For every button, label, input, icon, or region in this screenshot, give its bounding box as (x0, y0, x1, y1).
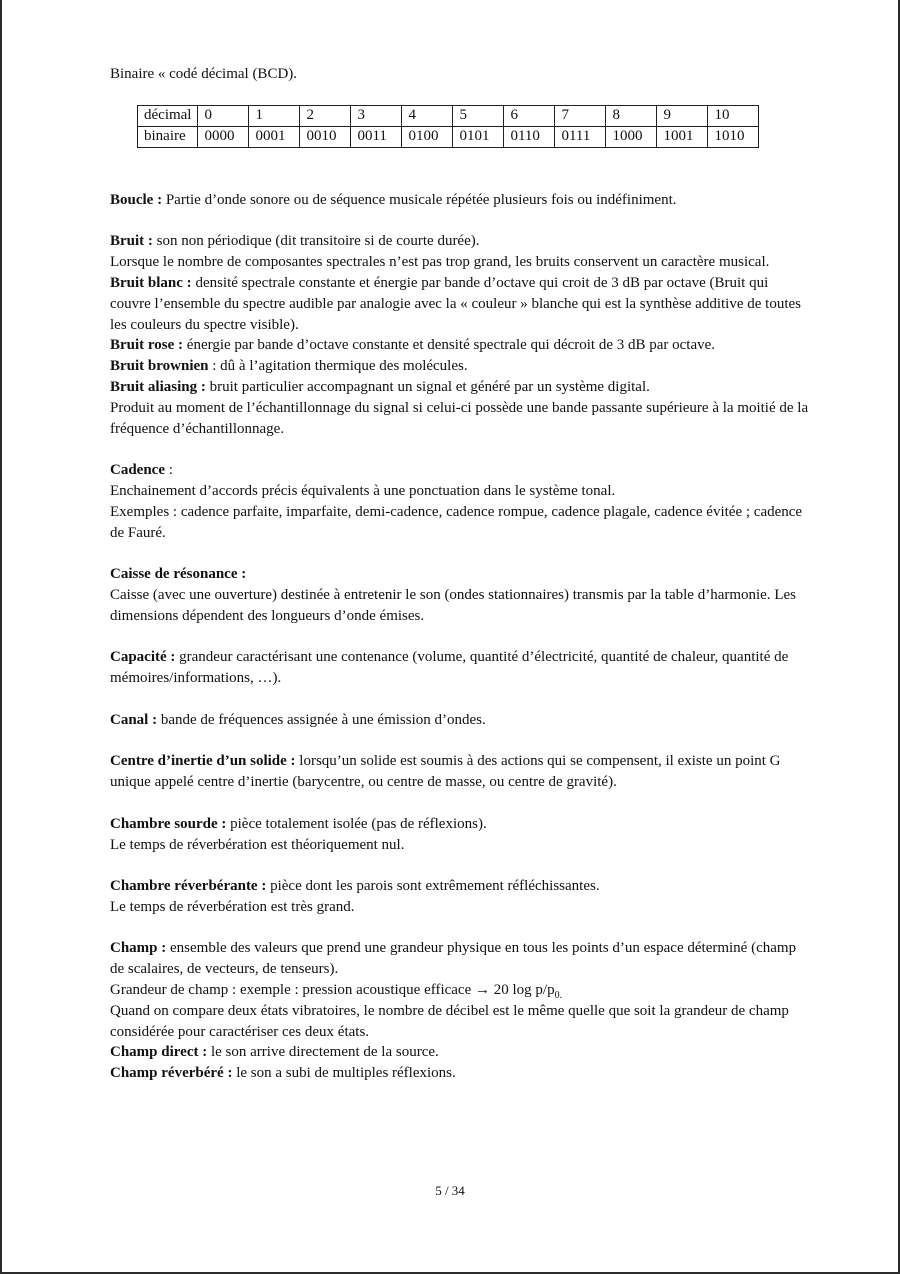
table-cell: 6 (504, 105, 555, 126)
table-cell: 0010 (300, 126, 351, 147)
term-chambre-sourde: Chambre sourde : (110, 815, 227, 832)
bruit-aliasing-note: Produit au moment de l’échantillonnage du signal si celui-ci possède une bande passante supérieure à la moitié de la fréquence d’échantillonnage. (110, 399, 809, 437)
table-cell: 1 (249, 105, 300, 126)
caisse-def: Caisse (avec une ouverture) destinée à entretenir le son (ondes stationnaires) transmis par la table d’harmonie. Les dimensions dépendent des longueurs d’onde émises. (110, 586, 796, 624)
table-cell: 0 (198, 105, 249, 126)
entry-bruit-blanc: Bruit blanc : densité spectrale constante et énergie par bande d’octave qui croit de 3 dB par octave (Bruit qui couvre l’ensemble du spectre audible par analogie avec la « couleur » blanche qui est la synthèse additive de toutes les couleurs du spectre visible). (110, 274, 801, 333)
bcd-table (137, 105, 759, 148)
cadence-examples: Exemples : cadence parfaite, imparfaite, demi-cadence, cadence rompue, cadence plagale, cadence évitée ; cadence de Fauré. (110, 503, 803, 541)
table-cell: 9 (657, 105, 708, 126)
table-cell: 8 (606, 105, 657, 126)
entry-bruit: Bruit : son non périodique (dit transitoire si de courte durée). (110, 233, 480, 250)
term-centre-inertie: Centre d’inertie d’un solide : (110, 753, 296, 770)
champ-comparaison: Quand on compare deux états vibratoires, le nombre de décibel est le même quelle que soit la grandeur de champ considérée pour caractériser ces deux états. (110, 1002, 789, 1040)
term-caisse: Caisse de résonance : (110, 566, 247, 583)
table-cell: 0000 (198, 126, 249, 147)
table-cell: 4 (402, 105, 453, 126)
page-number: 5 / 34 (435, 1183, 465, 1198)
table-row-binary (138, 126, 759, 147)
entry-capacite: Capacité : grandeur caractérisant une contenance (volume, quantité d’électricité, quantité de chaleur, quantité de mémoires/informations, …). (110, 649, 789, 687)
table-cell: 0101 (453, 126, 504, 147)
table-cell: 1010 (708, 126, 759, 147)
table-cell: 7 (555, 105, 606, 126)
champ-grandeur: Grandeur de champ : exemple : pression acoustique efficace → 20 $\log p/p_{0.}$ (110, 982, 563, 1002)
table-cell: 3 (351, 105, 402, 126)
bruit-note: Lorsque le nombre de composantes spectrales n’est pas trop grand, les bruits conservent un caractère musical. (110, 254, 770, 271)
row-header-binary: binaire (138, 126, 198, 147)
term-bruit: Bruit : (110, 233, 153, 250)
table-cell: 0011 (351, 126, 402, 147)
term-capacite: Capacité : (110, 649, 176, 666)
entry-cadence: Cadence : (110, 462, 173, 479)
bcd-heading: Binaire « codé décimal (BCD). (110, 66, 298, 82)
term-canal: Canal : (110, 711, 158, 728)
table-cell: 2 (300, 105, 351, 126)
table-cell: 10 (708, 105, 759, 126)
table-cell: 5 (453, 105, 504, 126)
entry-bruit-rose: Bruit rose : énergie par bande d’octave constante et densité spectrale qui décroit de 3 dB par octave. (110, 337, 716, 354)
entry-caisse (110, 564, 810, 585)
cadence-def: Enchainement d’accords précis équivalents à une ponctuation dans le système tonal. (110, 482, 616, 499)
term-bruit-aliasing: Bruit aliasing : (110, 378, 206, 395)
table-cell: 0001 (249, 126, 300, 147)
document-page (2, 0, 898, 1272)
table-cell: 1001 (657, 126, 708, 147)
entry-canal: Canal : bande de fréquences assignée à une émission d’ondes. (110, 711, 486, 728)
chambre-sourde-note: Le temps de réverbération est théoriquement nul. (110, 836, 405, 853)
term-champ-reverbere: Champ réverbéré : (110, 1065, 233, 1082)
table-cell: 0111 (555, 126, 606, 147)
term-champ-direct: Champ direct : (110, 1044, 208, 1061)
table-row-decimal (138, 105, 759, 126)
table-cell: 1000 (606, 126, 657, 147)
row-header-decimal: décimal (138, 105, 198, 126)
entry-champ-direct: Champ direct : le son arrive directement de la source. (110, 1044, 439, 1061)
entry-chambre-sourde: Chambre sourde : pièce totalement isolée (pas de réflexions). (110, 815, 487, 832)
entry-boucle: Boucle : Partie d’onde sonore ou de séquence musicale répétée plusieurs fois ou indéfiniment. (110, 191, 677, 208)
chambre-reverberante-note: Le temps de réverbération est très grand. (110, 898, 355, 915)
term-cadence: Cadence (110, 462, 165, 479)
term-boucle: Boucle : (110, 191, 163, 208)
entry-chambre-reverberante: Chambre réverbérante : pièce dont les parois sont extrêmement réfléchissantes. (110, 878, 600, 895)
entry-champ: Champ : ensemble des valeurs que prend une grandeur physique en tous les points d’un espace déterminé (champ de scalaires, de vecteurs, de tenseurs). (110, 940, 797, 978)
term-chambre-reverberante: Chambre réverbérante : (110, 878, 267, 895)
entry-bruit-aliasing: Bruit aliasing : bruit particulier accompagnant un signal et généré par un système digital. (110, 378, 650, 395)
term-bruit-blanc: Bruit blanc : (110, 274, 192, 291)
entry-centre-inertie: Centre d’inertie d’un solide : lorsqu’un solide est soumis à des actions qui se compensent, il existe un point G unique appelé centre d’inertie (barycentre, ou centre de masse, ou centre de gravité). (110, 753, 781, 791)
table-cell: 0100 (402, 126, 453, 147)
entry-bruit-brownien: Bruit brownien : dû à l’agitation thermique des molécules. (110, 358, 468, 375)
page-content (110, 64, 810, 1084)
term-champ: Champ : (110, 940, 167, 957)
term-bruit-rose: Bruit rose : (110, 337, 184, 354)
table-cell: 0110 (504, 126, 555, 147)
entry-champ-reverbere: Champ réverbéré : le son a subi de multiples réflexions. (110, 1065, 456, 1082)
term-bruit-brownien: Bruit brownien (110, 358, 209, 375)
